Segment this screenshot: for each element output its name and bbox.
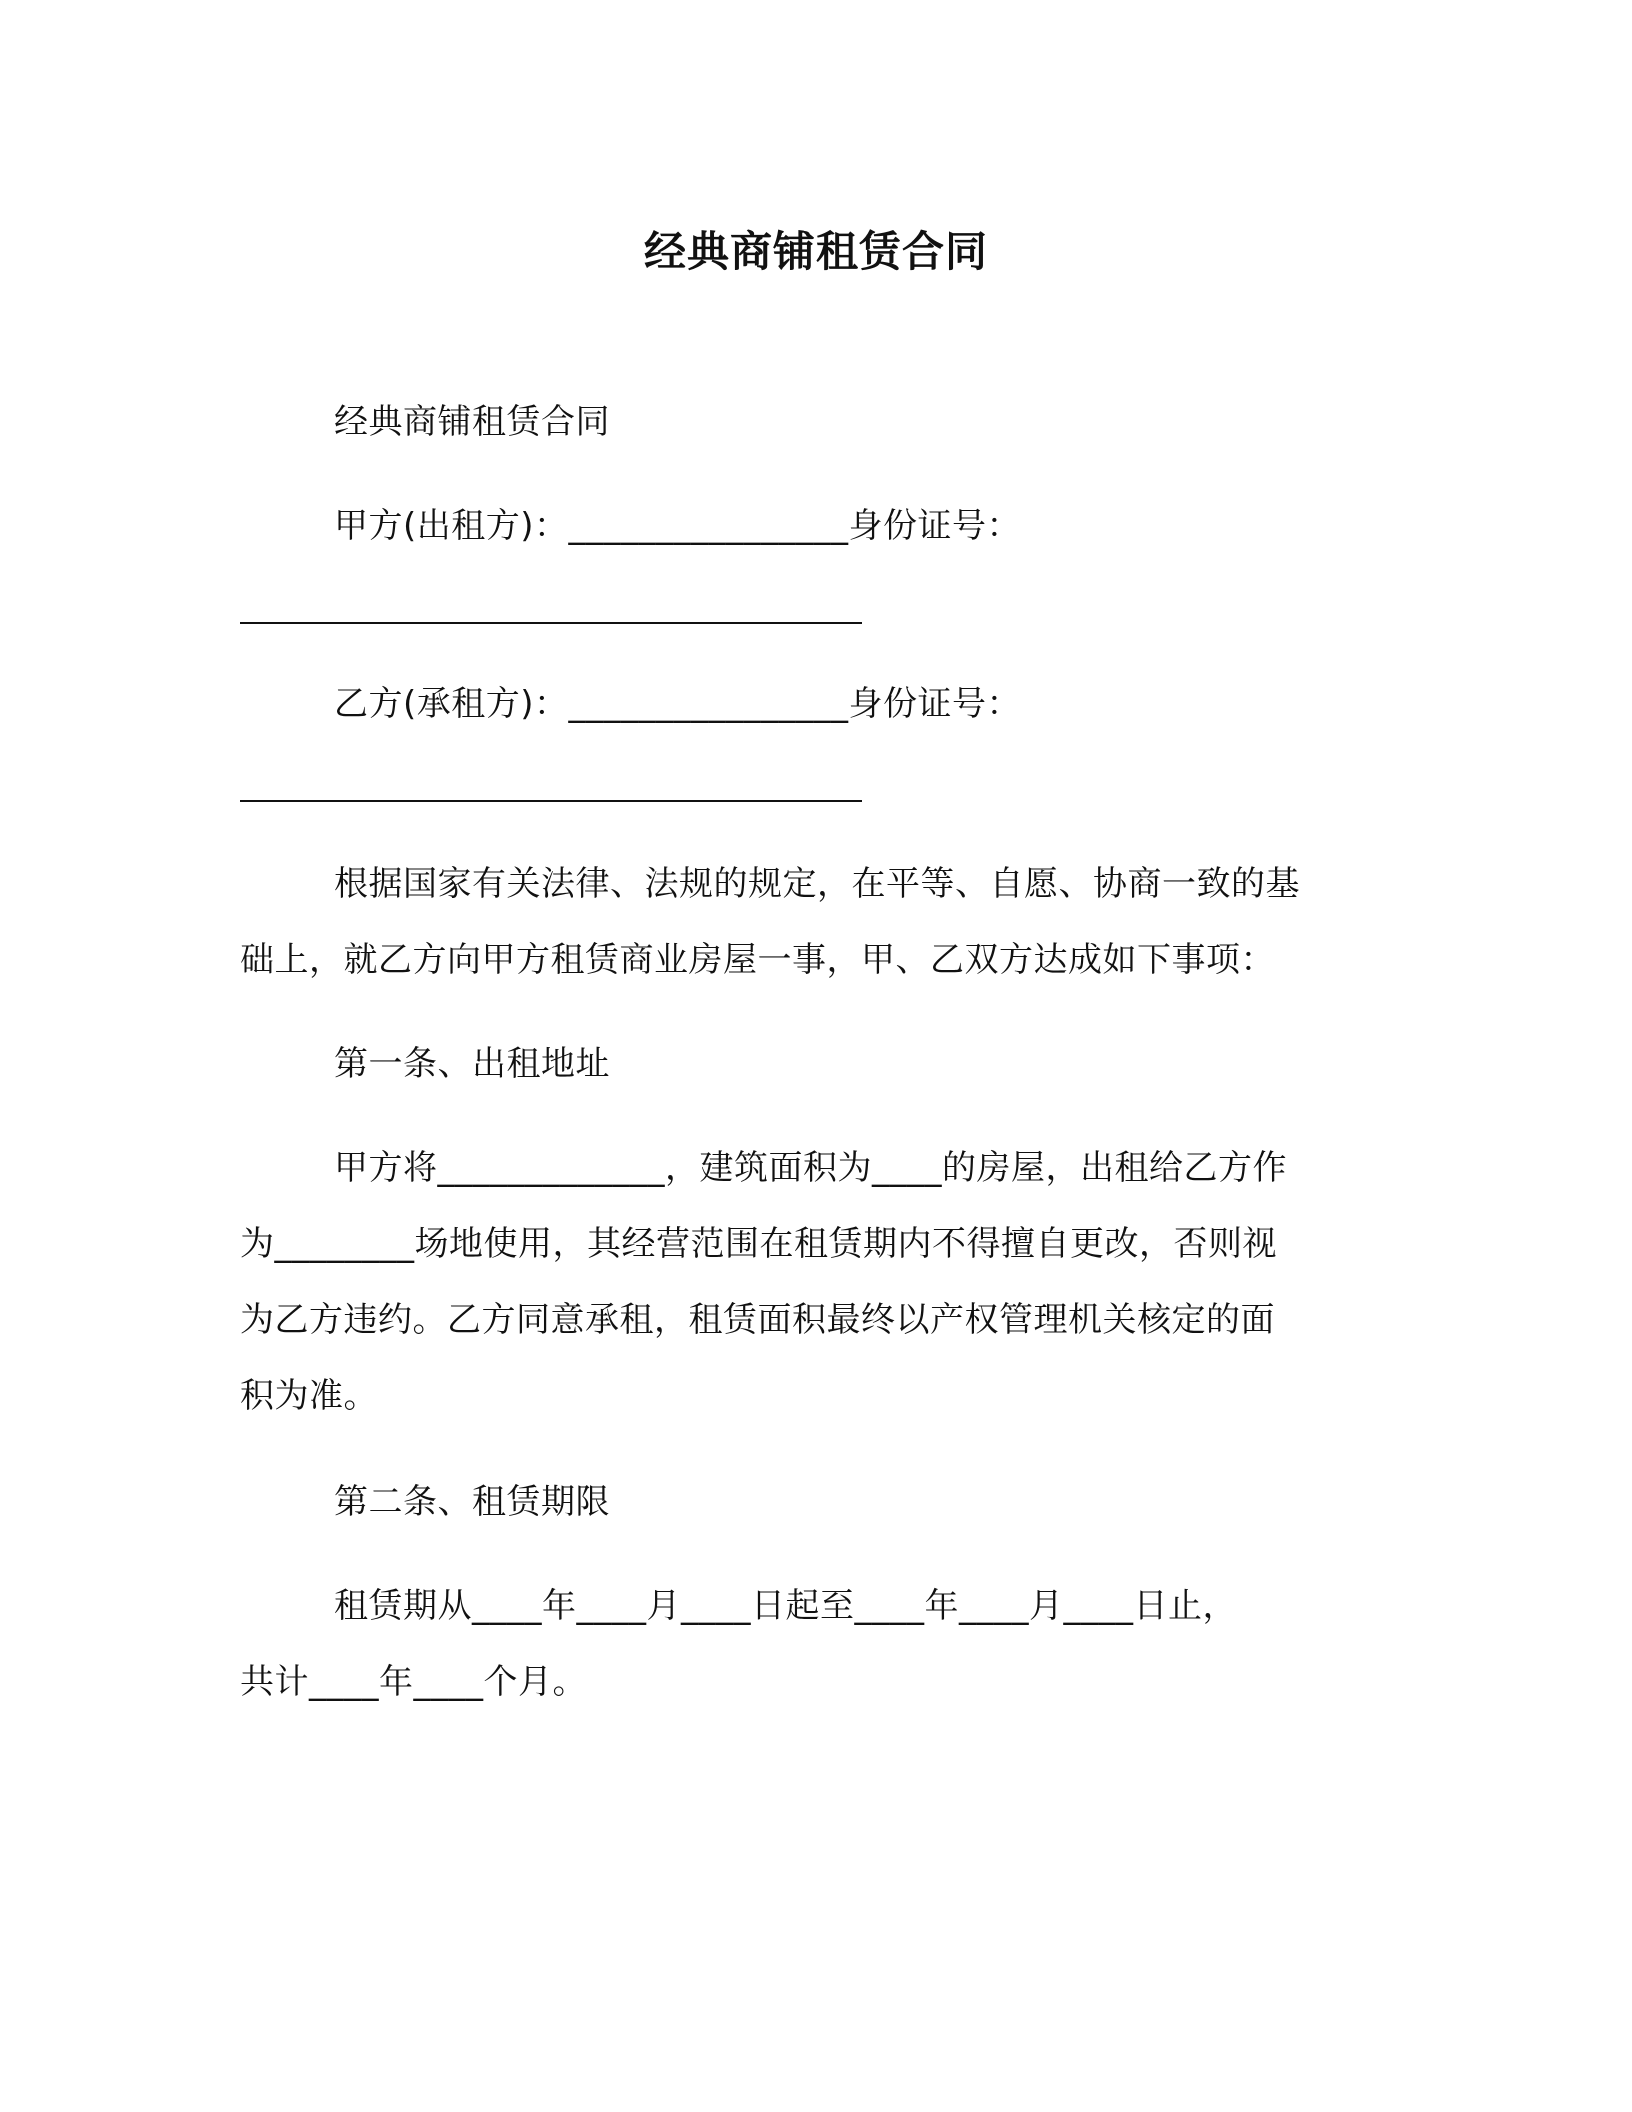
article1-heading: 第一条、出租地址 bbox=[334, 1044, 610, 1084]
intro-line-1: 根据国家有关法律、法规的规定，在平等、自愿、协商一致的基 bbox=[334, 864, 1300, 904]
document-subtitle: 经典商铺租赁合同 bbox=[334, 402, 610, 442]
article1-line-4: 积为准。 bbox=[240, 1376, 378, 1416]
article2-line-1: 租赁期从____年____月____日起至____年____月____日止， bbox=[334, 1586, 1237, 1626]
document-title: 经典商铺租赁合同 bbox=[643, 227, 988, 276]
article1-line-2: 为________场地使用，其经营范围在租赁期内不得擅自更改，否则视 bbox=[240, 1224, 1277, 1264]
party-a-id-blank bbox=[240, 622, 862, 624]
party-a-line: 甲方(出租方)：________________身份证号： bbox=[334, 506, 1022, 546]
article2-heading: 第二条、租赁期限 bbox=[334, 1482, 610, 1522]
article2-line-2: 共计____年____个月。 bbox=[240, 1662, 587, 1702]
article1-line-3: 为乙方违约。乙方同意承租，租赁面积最终以产权管理机关核定的面 bbox=[240, 1300, 1275, 1340]
party-b-line: 乙方(承租方)：________________身份证号： bbox=[334, 684, 1022, 724]
article1-line-1: 甲方将_____________，建筑面积为____的房屋，出租给乙方作 bbox=[334, 1148, 1287, 1188]
intro-line-2: 础上，就乙方向甲方租赁商业房屋一事，甲、乙双方达成如下事项： bbox=[240, 940, 1275, 980]
party-b-id-blank bbox=[240, 800, 862, 802]
